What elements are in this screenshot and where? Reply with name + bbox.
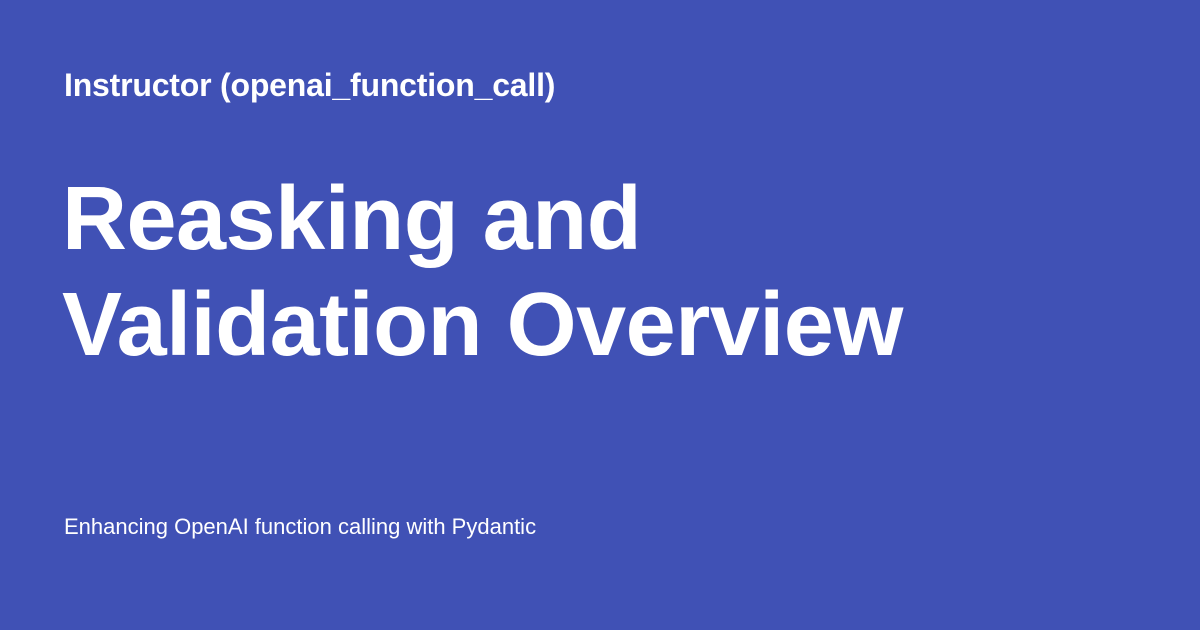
page-title-line-2: Validation Overview [62,275,903,375]
site-name: Instructor (openai_function_call) [64,67,556,103]
page-title-line-1: Reasking and [62,169,642,269]
page-title [62,166,1102,378]
page-description: Enhancing OpenAI function calling with Pydantic [64,514,537,539]
